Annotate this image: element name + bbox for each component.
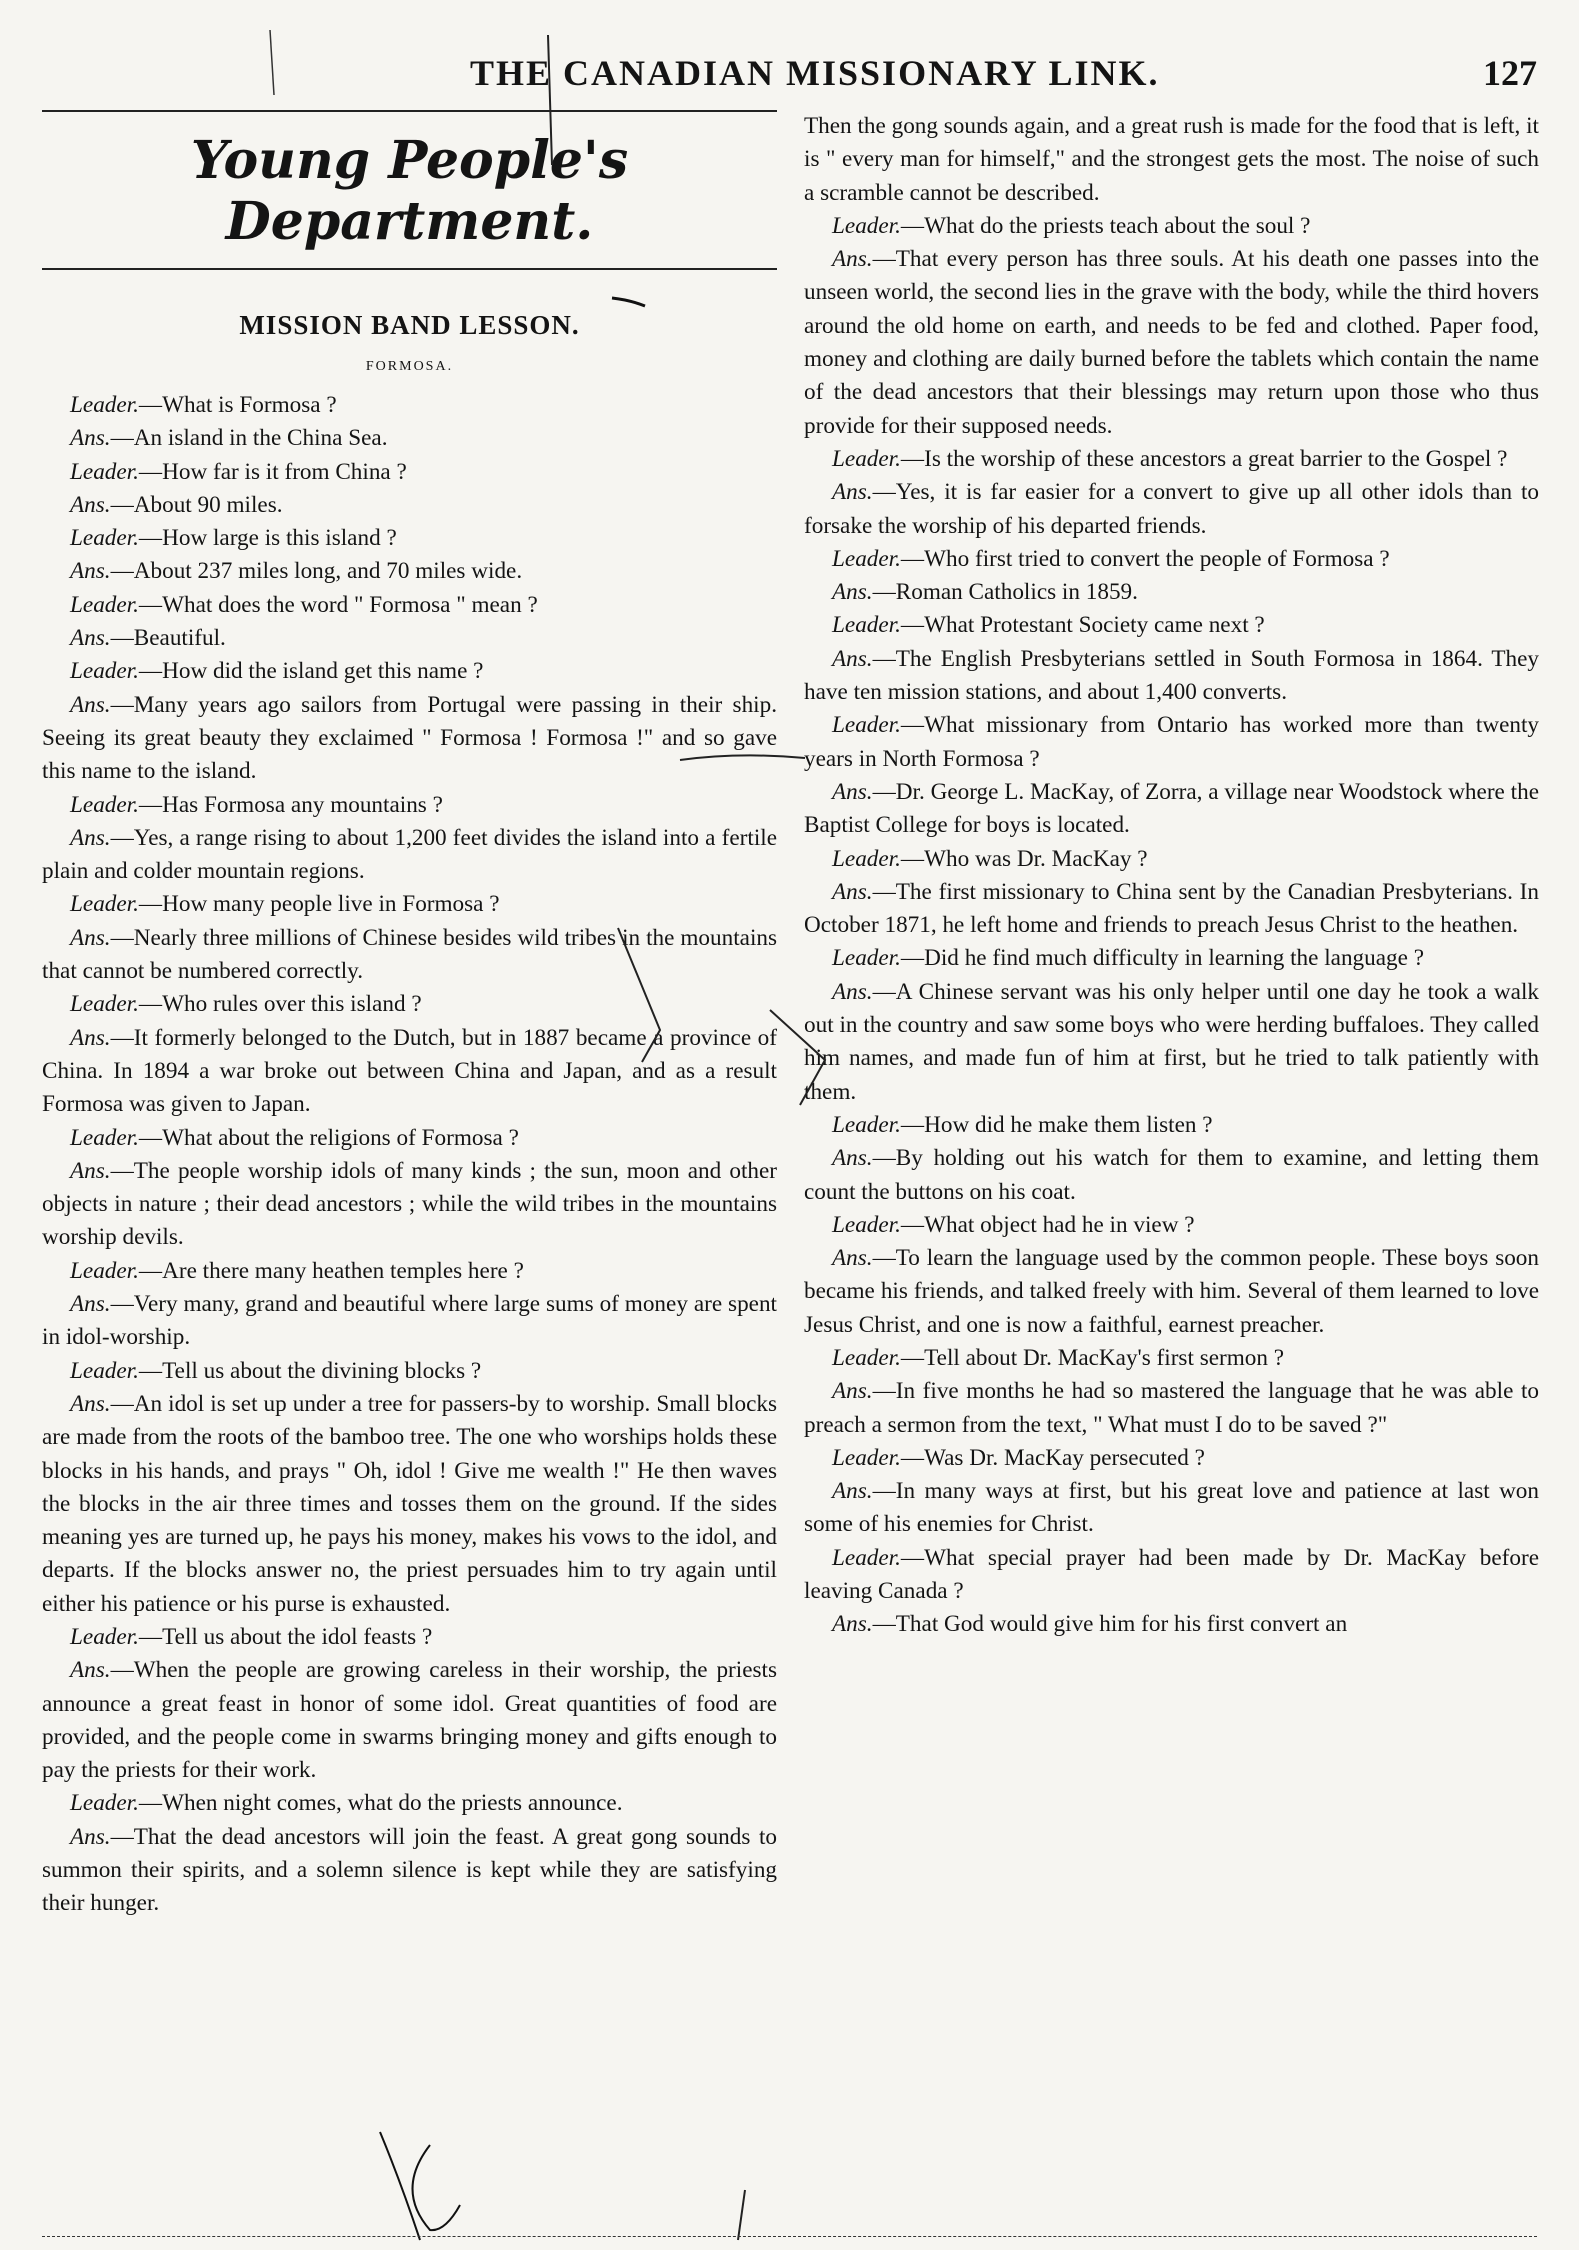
dialogue-paragraph — [804, 1242, 1539, 1342]
speaker-label: Ans. — [70, 924, 111, 951]
speaker-label: Leader. — [70, 658, 139, 685]
speaker-label: Ans. — [832, 978, 873, 1005]
speaker-label: Ans. — [832, 246, 873, 273]
speaker-label: Ans. — [832, 1611, 873, 1638]
dialogue-paragraph — [42, 1155, 777, 1255]
dialogue-paragraph — [804, 1542, 1539, 1609]
dialogue-text: —How did he make them listen ? — [900, 1111, 1213, 1138]
speaker-label: Ans. — [70, 558, 111, 585]
dialogue-paragraph — [804, 643, 1539, 710]
speaker-label: Ans. — [70, 1157, 111, 1184]
dialogue-text: —Tell us about the divining blocks ? — [138, 1357, 482, 1384]
speaker-label: Ans. — [70, 1024, 111, 1051]
speaker-label: Leader. — [832, 945, 901, 972]
dialogue-paragraph — [42, 922, 777, 989]
dialogue-text: —That every person has three souls. At his death one passes into the unseen world, the second lies in the grave with the body, while the third hovers around the old home on earth, and needs to be fed and clothed. Paper food, money and clothing are daily burned before the tablets which contain the name of the dead ancestors that their blessings may return upon those who thus provide for their supposed needs. — [804, 246, 1539, 439]
dialogue-paragraph — [804, 609, 1539, 642]
dialogue-text: —An island in the China Sea. — [110, 425, 388, 452]
dialogue-paragraph — [804, 1109, 1539, 1142]
dialogue-paragraph — [804, 443, 1539, 476]
speaker-label: Leader. — [832, 712, 901, 739]
dialogue-text: —Is the worship of these ancestors a great barrier to the Gospel ? — [900, 445, 1508, 472]
dialogue-paragraph — [42, 655, 777, 688]
left-column-body — [42, 389, 777, 1921]
dialogue-text: —When the people are growing careless in their worship, the priests announce a great feast in honor of some idol. Great quantities of food are provided, and the people come in swarms bringing money and gifts enough to pay the priests for their work. — [42, 1657, 777, 1784]
speaker-label: Ans. — [832, 1145, 873, 1172]
dialogue-text: —Many years ago sailors from Portugal were passing in their ship. Seeing its great beauty they exclaimed " Formosa ! Formosa !" and so gave this name to the island. — [42, 691, 777, 785]
dialogue-text: —That God would give him for his first convert an — [872, 1611, 1348, 1638]
speaker-label: Ans. — [832, 1245, 873, 1272]
dialogue-paragraph — [42, 1122, 777, 1155]
dialogue-paragraph — [42, 522, 777, 555]
speaker-label: Ans. — [832, 878, 873, 905]
dialogue-paragraph — [804, 110, 1539, 210]
dialogue-text: —What does the word " Formosa " mean ? — [138, 591, 538, 618]
dialogue-text: —By holding out his watch for them to examine, and letting them count the buttons on his coat. — [804, 1145, 1539, 1205]
dialogue-paragraph — [804, 876, 1539, 943]
speaker-label: Ans. — [70, 1657, 111, 1684]
dialogue-paragraph — [42, 689, 777, 789]
dialogue-text: —Roman Catholics in 1859. — [872, 579, 1138, 606]
running-header — [0, 52, 1579, 112]
dialogue-text: Then the gong sounds again, and a great rush is made for the food that is left, it is " every man for himself," and the strongest gets the most. The noise of such a scramble cannot be described. — [804, 113, 1539, 206]
dialogue-paragraph — [42, 888, 777, 921]
speaker-label: Ans. — [70, 491, 111, 518]
department-title: Young People's Department. — [190, 130, 629, 252]
speaker-label: Ans. — [70, 691, 111, 718]
dialogue-text: —Are there many heathen temples here ? — [138, 1257, 524, 1284]
dialogue-text: —What is Formosa ? — [138, 392, 337, 418]
dialogue-paragraph — [804, 976, 1539, 1109]
dialogue-text: —In many ways at first, but his great love and patience at last won some of his enemies for Christ. — [804, 1478, 1539, 1538]
dialogue-paragraph — [42, 1022, 777, 1122]
speaker-label: Ans. — [70, 425, 111, 452]
speaker-label: Ans. — [70, 1291, 111, 1318]
speaker-label: Leader. — [70, 1790, 139, 1817]
speaker-label: Leader. — [70, 991, 139, 1018]
dialogue-paragraph — [804, 942, 1539, 975]
dialogue-paragraph — [42, 1654, 777, 1787]
speaker-label: Leader. — [70, 392, 139, 418]
dialogue-paragraph — [42, 489, 777, 522]
dialogue-text: —That the dead ancestors will join the feast. A great gong sounds to summon their spirits, and a solemn silence is kept while they are satisfying their hunger. — [42, 1823, 777, 1917]
lesson-subject: FORMOSA. — [365, 359, 454, 374]
speaker-label: Leader. — [832, 1211, 901, 1238]
dialogue-text: —When night comes, what do the priests announce. — [138, 1790, 623, 1817]
dialogue-paragraph — [42, 1255, 777, 1288]
dialogue-text: —The people worship idols of many kinds ; the sun, moon and other objects in nature ; their dead ancestors ; while the wild tribes in the mountains worship devils. — [42, 1157, 777, 1251]
dialogue-text: —Who was Dr. MacKay ? — [900, 845, 1148, 872]
handwritten-numeral — [380, 2132, 460, 2240]
dialogue-text: —To learn the language used by the common people. These boys soon became his friends, and talked freely with him. Several of them learned to love Jesus Christ, and one is now a faithful, earnest preacher. — [804, 1245, 1539, 1338]
publication-title: THE CANADIAN MISSIONARY LINK. — [470, 53, 1160, 93]
dialogue-paragraph — [804, 1442, 1539, 1475]
dialogue-text: —Yes, a range rising to about 1,200 feet divides the island into a fertile plain and colder mountain regions. — [42, 824, 777, 885]
speaker-label: Ans. — [832, 645, 873, 672]
speaker-label: Leader. — [70, 891, 139, 918]
dialogue-text: —About 237 miles long, and 70 miles wide. — [110, 558, 523, 585]
dialogue-paragraph — [42, 622, 777, 655]
speaker-label: Leader. — [70, 1357, 139, 1384]
dialogue-text: —What object had he in view ? — [900, 1211, 1195, 1238]
dialogue-paragraph — [42, 456, 777, 489]
dialogue-paragraph — [804, 1209, 1539, 1242]
dialogue-text: —How many people live in Formosa ? — [138, 891, 500, 918]
speaker-label: Ans. — [832, 1478, 873, 1505]
dialogue-text: —Tell us about the idol feasts ? — [138, 1623, 433, 1650]
dialogue-paragraph — [42, 589, 777, 622]
dialogue-paragraph — [804, 476, 1539, 543]
speaker-label: Ans. — [832, 479, 873, 506]
speaker-label: Ans. — [70, 1823, 111, 1850]
dialogue-text: —What special prayer had been made by Dr. MacKay before leaving Canada ? — [804, 1544, 1539, 1605]
dialogue-text: —Has Formosa any mountains ? — [138, 791, 443, 818]
speaker-label: Leader. — [832, 845, 901, 872]
speaker-label: Ans. — [832, 1378, 873, 1405]
dialogue-text: —It formerly belonged to the Dutch, but in 1887 became a province of China. In 1894 a war broke out between China and Japan, and as a result Formosa was given to Japan. — [42, 1024, 777, 1118]
speaker-label: Leader. — [832, 212, 901, 239]
dialogue-paragraph — [42, 1388, 777, 1621]
dialogue-paragraph — [804, 776, 1539, 843]
right-column-body — [804, 110, 1539, 1642]
speaker-label: Leader. — [832, 1344, 901, 1371]
speaker-label: Leader. — [832, 1444, 901, 1471]
dialogue-text: —Tell about Dr. MacKay's first sermon ? — [900, 1344, 1285, 1371]
speaker-label: Ans. — [832, 579, 873, 606]
dialogue-paragraph — [42, 422, 777, 455]
speaker-label: Ans. — [70, 824, 111, 851]
dialogue-text: —Who first tried to convert the people of Formosa ? — [900, 545, 1390, 572]
speaker-label: Leader. — [70, 1124, 139, 1151]
speaker-label: Ans. — [70, 1390, 111, 1417]
dialogue-text: —What do the priests teach about the soul ? — [900, 212, 1311, 239]
dialogue-paragraph — [42, 1821, 777, 1921]
speaker-label: Leader. — [832, 1544, 901, 1571]
dialogue-text: —What Protestant Society came next ? — [900, 612, 1265, 639]
dialogue-text: —Nearly three millions of Chinese besides wild tribes in the mountains that cannot be numbered correctly. — [42, 924, 777, 985]
page-number: 127 — [1483, 53, 1537, 93]
speaker-label: Leader. — [70, 791, 139, 818]
dialogue-paragraph — [42, 1621, 777, 1654]
dialogue-paragraph — [42, 1355, 777, 1388]
dialogue-text: —Beautiful. — [110, 625, 226, 652]
dialogue-paragraph — [804, 1475, 1539, 1542]
bottom-rule — [42, 2236, 1537, 2237]
dialogue-paragraph — [42, 789, 777, 822]
title-rule — [42, 268, 777, 270]
speaker-label: Leader. — [832, 612, 901, 639]
dialogue-paragraph — [804, 210, 1539, 243]
dialogue-paragraph — [42, 822, 777, 889]
dialogue-paragraph — [804, 576, 1539, 609]
dialogue-text: —What missionary from Ontario has worked more than twenty years in North Formosa ? — [804, 712, 1539, 772]
dialogue-text: —About 90 miles. — [110, 491, 283, 518]
dialogue-text: —The first missionary to China sent by the Canadian Presbyterians. In October 1871, he left home and friends to preach Jesus Christ to the heathen. — [804, 878, 1539, 939]
dialogue-paragraph — [804, 843, 1539, 876]
dialogue-text: —How far is it from China ? — [138, 458, 407, 485]
dialogue-paragraph — [42, 988, 777, 1021]
speaker-label: Leader. — [832, 1111, 901, 1138]
dialogue-paragraph — [804, 543, 1539, 576]
dialogue-paragraph — [804, 1342, 1539, 1375]
dialogue-text: —Who rules over this island ? — [138, 991, 422, 1018]
speaker-label: Leader. — [832, 445, 901, 472]
dialogue-text: —Yes, it is far easier for a convert to give up all other idols than to forsake the worship of his departed friends. — [804, 479, 1539, 539]
left-column — [42, 110, 777, 1921]
speaker-label: Leader. — [832, 545, 901, 572]
dialogue-text: —How did the island get this name ? — [138, 658, 484, 685]
dialogue-text: —Dr. George L. MacKay, of Zorra, a village near Woodstock where the Baptist College for boys is located. — [804, 778, 1539, 839]
dialogue-paragraph — [804, 709, 1539, 776]
top-rule — [42, 110, 777, 112]
right-column — [804, 110, 1539, 1642]
dialogue-text: —How large is this island ? — [138, 525, 397, 552]
dialogue-paragraph — [42, 1288, 777, 1355]
dialogue-text: —What about the religions of Formosa ? — [138, 1124, 519, 1151]
speaker-label: Leader. — [70, 1623, 139, 1650]
speaker-label: Ans. — [70, 625, 111, 652]
lesson-title: MISSION BAND LESSON. — [239, 310, 580, 340]
dialogue-paragraph — [42, 1787, 777, 1820]
pencil-mark — [738, 2190, 745, 2240]
dialogue-paragraph — [42, 555, 777, 588]
speaker-label: Leader. — [70, 458, 139, 485]
dialogue-text: —Very many, grand and beautiful where large sums of money are spent in idol-worship. — [42, 1291, 777, 1351]
dialogue-paragraph — [804, 1375, 1539, 1442]
dialogue-text: —In five months he had so mastered the language that he was able to preach a sermon from the text, " What must I do to be saved ?" — [804, 1378, 1539, 1438]
dialogue-paragraph — [804, 1142, 1539, 1209]
dialogue-text: —The English Presbyterians settled in South Formosa in 1864. They have ten mission stations, and about 1,400 converts. — [804, 645, 1539, 706]
dialogue-text: —A Chinese servant was his only helper until one day he took a walk out in the country and saw some boys who were herding buffaloes. They called him names, and made fun of him at first, but he tried to talk patiently with them. — [804, 978, 1539, 1105]
speaker-label: Ans. — [832, 778, 873, 805]
dialogue-text: —Did he find much difficulty in learning the language ? — [900, 945, 1424, 972]
dialogue-paragraph — [804, 243, 1539, 443]
speaker-label: Leader. — [70, 591, 139, 618]
dialogue-text: —Was Dr. MacKay persecuted ? — [900, 1444, 1205, 1471]
speaker-label: Leader. — [70, 525, 139, 552]
dialogue-paragraph — [42, 389, 777, 422]
dialogue-paragraph — [804, 1608, 1539, 1641]
dialogue-text: —An idol is set up under a tree for passers-by to worship. Small blocks are made from the roots of the bamboo tree. The one who worships holds these blocks in his hands, and prays " Oh, idol ! Give me wealth !" He then waves the blocks in the air three times and tosses them on the ground. If the sides meaning yes are turned up, he pays his money, makes his vows to the idol, and departs. If the blocks answer no, the priest persuades him to try again until either his patience or his purse is exhausted. — [42, 1390, 777, 1617]
speaker-label: Leader. — [70, 1257, 139, 1284]
